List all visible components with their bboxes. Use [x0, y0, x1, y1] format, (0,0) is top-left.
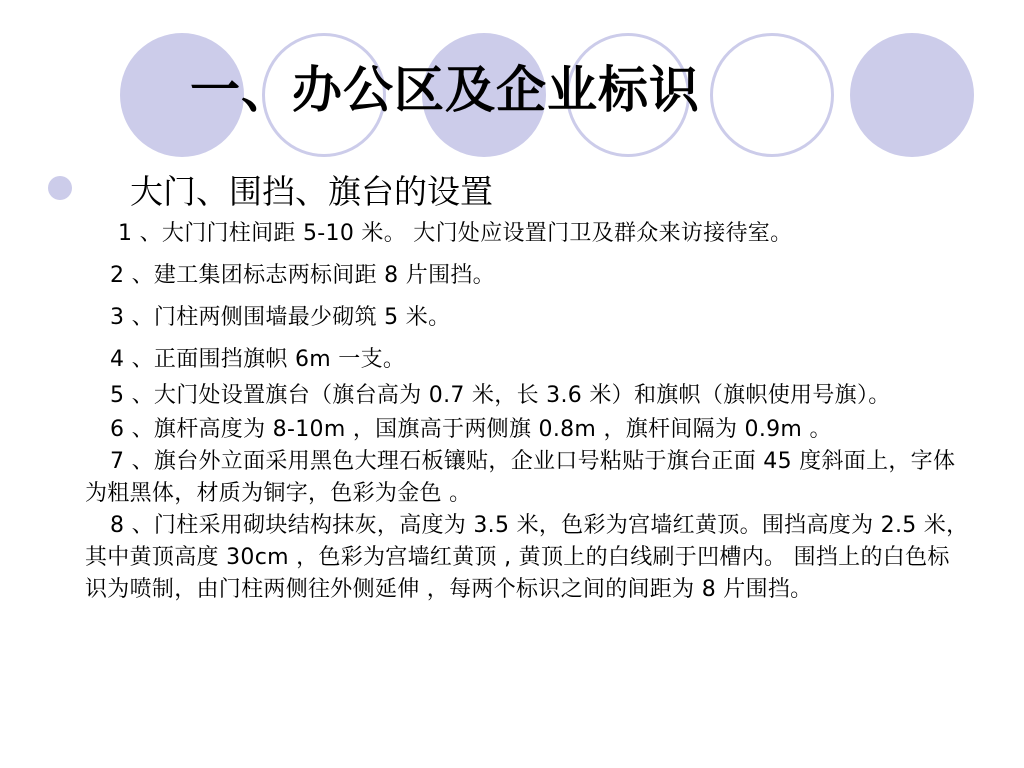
list-item: 7 、旗台外立面采用黑色大理石板镶贴，企业口号粘贴于旗台正面 45 度斜面上，字体为粗黑体，材质为铜字，色彩为金色 。 [85, 449, 956, 506]
list-item: 8 、门柱采用砌块结构抹灰，高度为 3.5 米，色彩为宫墙红黄顶。围挡高度为 2.5 米，其中黄顶高度 30cm ，色彩为宫墙红黄顶 , 黄顶上的白线刷于凹槽内。 围挡上的白色标识为喷制，由门柱两侧往外侧延伸 ，每两个标识之间的间距为 8 片围挡。 [85, 513, 969, 602]
list-item: 4 、正面围挡旗帜 6m 一支。 [110, 347, 406, 372]
item-list [85, 215, 970, 606]
list-item: 3 、门柱两侧围墙最少砌筑 5 米。 [110, 305, 451, 330]
list-item: 2 、建工集团标志两标间距 8 片围挡。 [110, 263, 495, 288]
list-item: 1 、大门门柱间距 5-10 米。 大门处应设置门卫及群众来访接待室。 [118, 221, 793, 246]
slide-title: 一、办公区及企业标识 [190, 60, 700, 119]
list-item: 5 、大门处设置旗台（旗台高为 0.7 米，长 3.6 米）和旗帜（旗帜使用号旗）。 [110, 383, 891, 408]
list-item: 6 、旗杆高度为 8-10m ，国旗高于两侧旗 0.8m ，旗杆间隔为 0.9m 。 [110, 417, 832, 442]
decor-circle-6 [850, 33, 974, 157]
bullet-dot-icon [48, 176, 72, 200]
decor-circle-5 [710, 33, 834, 157]
subheading: 大门、围挡、旗台的设置 [130, 172, 493, 211]
